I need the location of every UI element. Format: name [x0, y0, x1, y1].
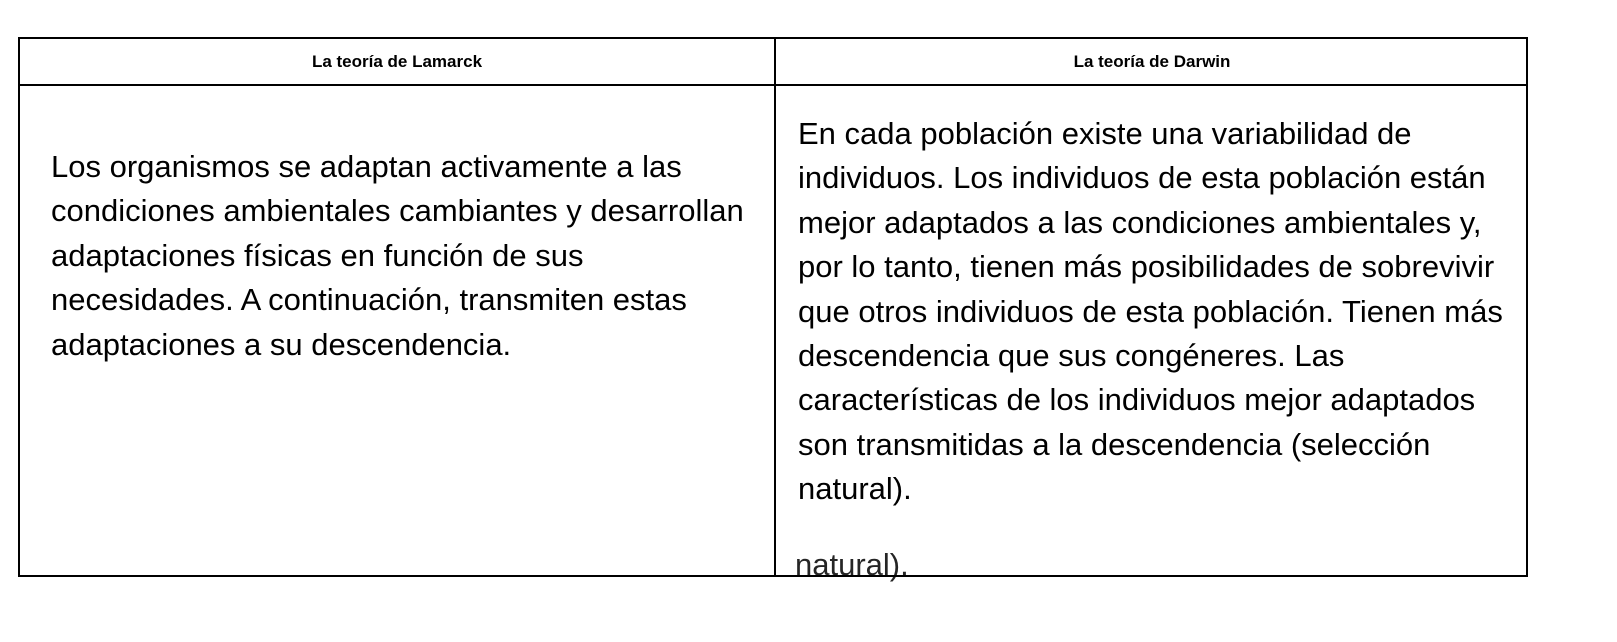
header-lamarck	[20, 39, 774, 84]
header-divider	[20, 84, 1526, 86]
header-lamarck-label: La teoría de Lamarck	[311, 51, 483, 71]
header-darwin	[776, 39, 1528, 84]
comparison-table	[18, 37, 1528, 577]
overflow-text-fragment	[795, 547, 935, 585]
overflow-text: natural).	[795, 547, 909, 582]
header-darwin-label: La teoría de Darwin	[1073, 51, 1231, 71]
darwin-theory-text: En cada población existe una variabilidad de individuos. Los individuos de esta población están mejor adaptados a las condiciones ambientales y, por lo tanto, tienen más posibilidades de sobrevivir que otros individuos de esta población. Tienen más descendencia que sus congéneres. Las características de los individuos mejor adaptados son transmitidas a la descendencia (selección natural).	[798, 116, 1503, 507]
column-divider	[774, 39, 776, 575]
lamarck-theory-text: Los organismos se adaptan activamente a las condiciones ambientales cambiantes y desarrollan adaptaciones físicas en función de sus necesidades. A continuación, transmiten estas adaptaciones a su descendencia.	[51, 149, 744, 362]
